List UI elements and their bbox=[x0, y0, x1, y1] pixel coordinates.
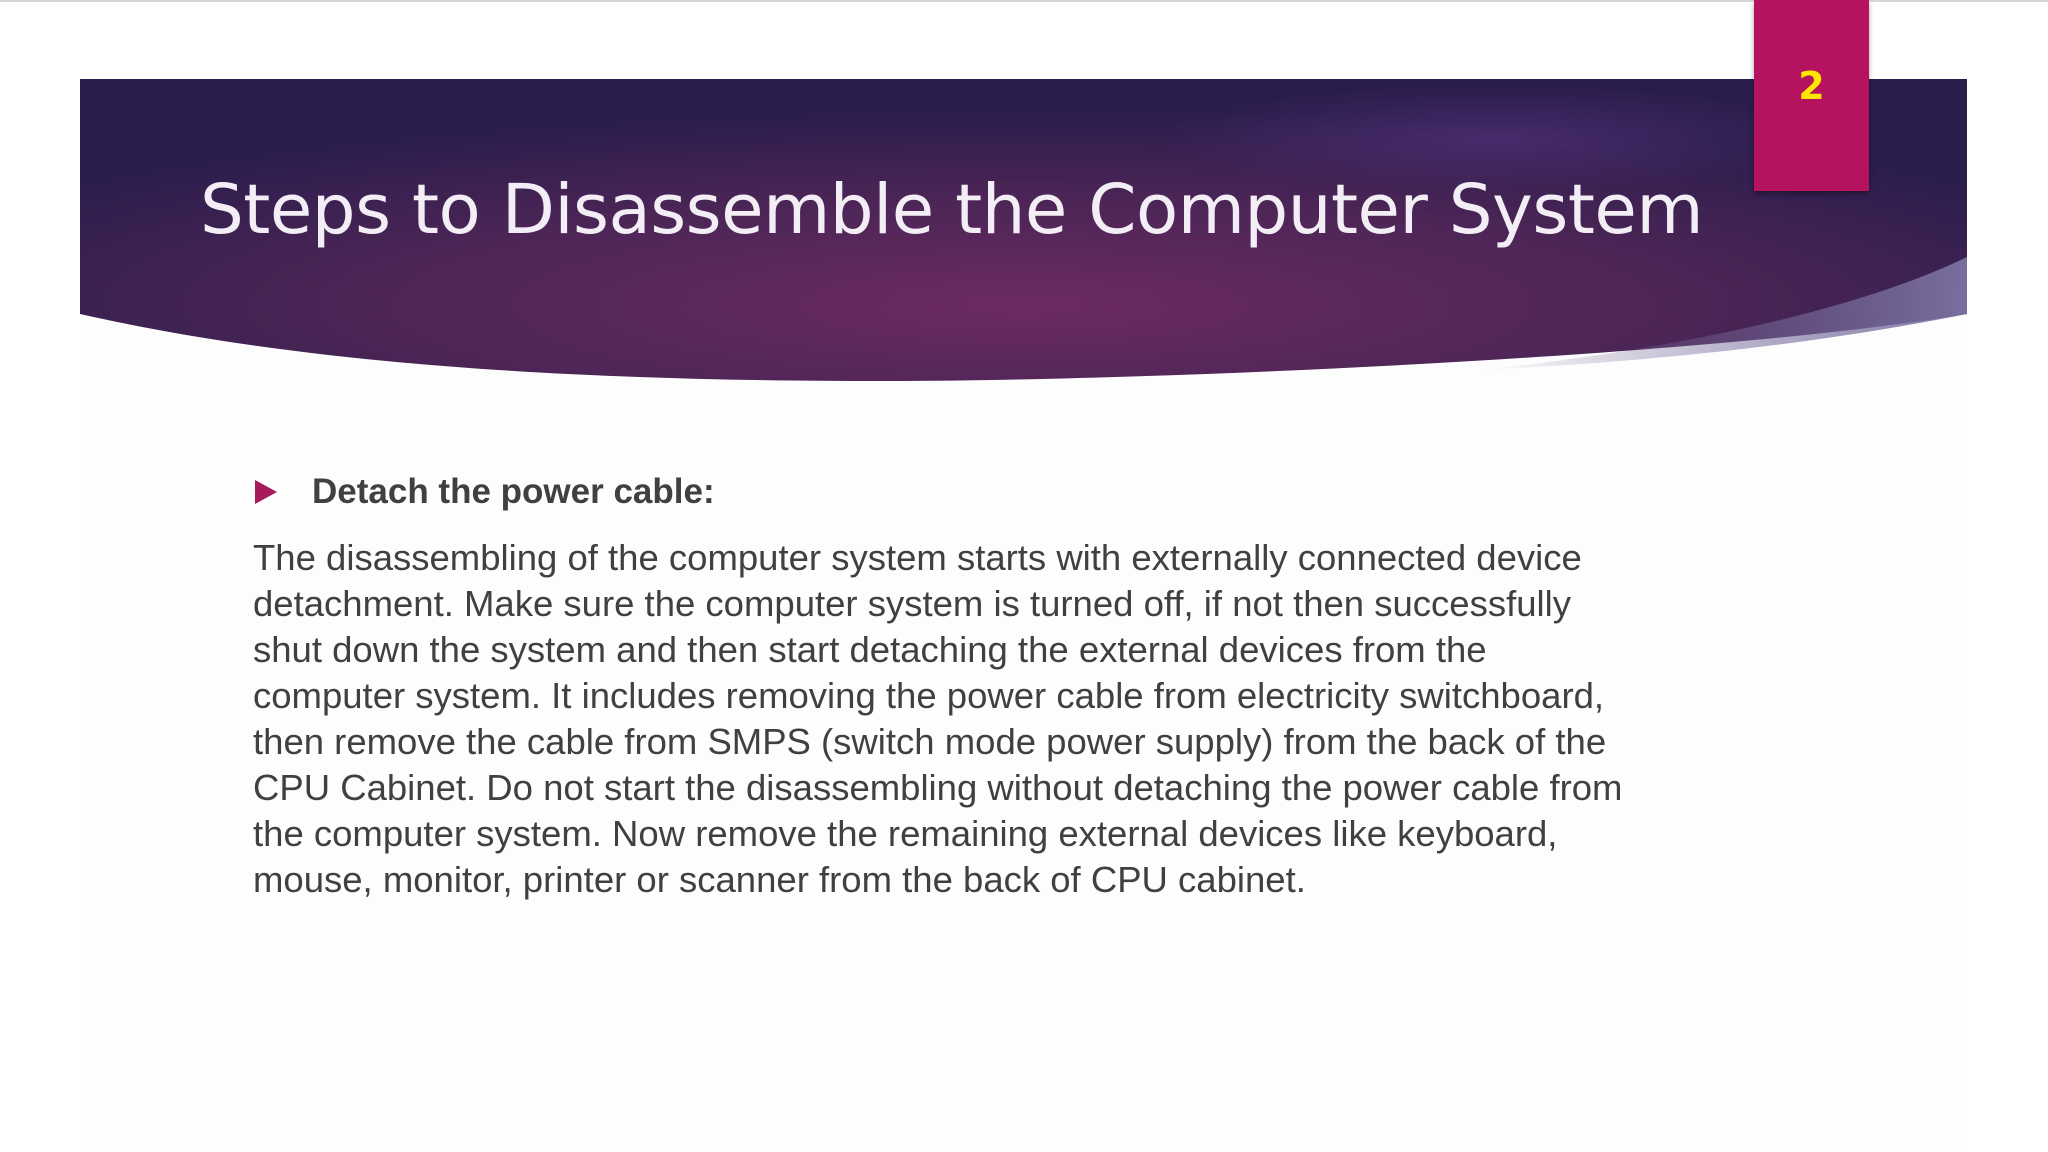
bullet-heading-text: Detach the power cable: bbox=[312, 472, 715, 511]
body-line: computer system. It includes removing the power cable from electricity switchboard, bbox=[253, 675, 1605, 716]
body-line: the computer system. Now remove the remaining external devices like keyboard, bbox=[253, 813, 1558, 854]
body-line: mouse, monitor, printer or scanner from the back of CPU cabinet. bbox=[253, 859, 1306, 900]
page-number: 2 bbox=[1798, 64, 1825, 108]
triangle-bullet-icon bbox=[255, 480, 277, 504]
body-paragraph bbox=[253, 535, 1622, 903]
page-number-tab bbox=[1754, 0, 1869, 191]
bullet-heading bbox=[255, 470, 715, 514]
body-line: then remove the cable from SMPS (switch mode power supply) from the back of the bbox=[253, 721, 1607, 762]
body-line: The disassembling of the computer system starts with externally connected device bbox=[253, 537, 1582, 578]
body-line: shut down the system and then start detaching the external devices from the bbox=[253, 629, 1487, 670]
body-line: CPU Cabinet. Do not start the disassembling without detaching the power cable from bbox=[253, 767, 1623, 808]
top-divider bbox=[0, 0, 2048, 2]
slide-title: Steps to Disassemble the Computer System bbox=[200, 170, 1704, 250]
body-line: detachment. Make sure the computer system is turned off, if not then successfully bbox=[253, 583, 1572, 624]
